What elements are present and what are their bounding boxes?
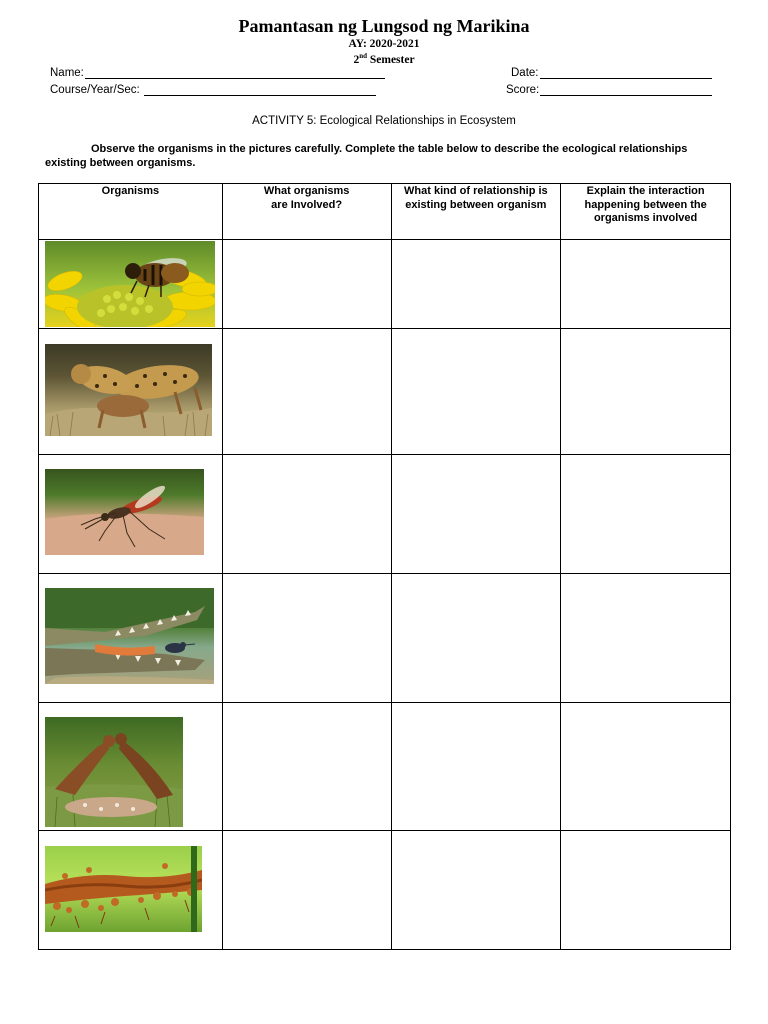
semester-suffix: nd: [359, 52, 367, 60]
course-field[interactable]: [50, 84, 376, 96]
course-line[interactable]: [144, 84, 376, 96]
crocodile-and-bird-photo: [45, 588, 214, 684]
university-title: Pamantasan ng Lungsod ng Marikina: [238, 16, 530, 36]
score-field[interactable]: [506, 84, 712, 96]
relationship-kind-cell[interactable]: [391, 703, 561, 831]
mosquito-art: [45, 469, 204, 555]
relationship-kind-cell[interactable]: [391, 455, 561, 574]
interaction-cell[interactable]: [561, 574, 731, 703]
organisms-involved-cell[interactable]: [222, 455, 391, 574]
table-row: [39, 455, 731, 574]
organism-picture-cell: [39, 329, 223, 455]
name-field[interactable]: [50, 67, 385, 79]
interaction-cell[interactable]: [561, 455, 731, 574]
score-line[interactable]: [540, 84, 712, 96]
date-line[interactable]: [540, 67, 712, 79]
ant-bridge-photo: [45, 846, 202, 932]
organism-picture-cell: [39, 240, 223, 329]
score-label: Score:: [506, 84, 540, 96]
crocodile-art: [45, 588, 214, 684]
cheetah-hunting-deer-photo: [45, 344, 212, 436]
bee-flower-art: [45, 241, 215, 327]
organisms-involved-cell[interactable]: [222, 240, 391, 329]
mongoose-art: [45, 717, 183, 827]
semester-word: Semester: [369, 53, 415, 66]
organisms-involved-cell[interactable]: [222, 831, 391, 950]
table-row: [39, 574, 731, 703]
ant-bridge-art: [45, 846, 202, 932]
cheetah-art: [45, 344, 212, 436]
mosquito-on-skin-photo: [45, 469, 204, 555]
interaction-cell[interactable]: [561, 329, 731, 455]
organisms-involved-cell[interactable]: [222, 703, 391, 831]
activity-title: ACTIVITY 5: Ecological Relationships in Ecosystem: [252, 115, 516, 127]
interaction-cell[interactable]: [561, 240, 731, 329]
interaction-cell[interactable]: [561, 831, 731, 950]
header-organisms: Organisms: [39, 184, 223, 240]
name-label: Name:: [50, 67, 84, 79]
relationship-kind-cell[interactable]: [391, 240, 561, 329]
semester-number: 2: [353, 53, 360, 66]
organism-picture-cell: [39, 455, 223, 574]
date-label: Date:: [511, 67, 539, 79]
date-field[interactable]: [511, 67, 712, 79]
name-line[interactable]: [85, 67, 385, 79]
worksheet-table: [38, 183, 731, 950]
organism-picture-cell: [39, 574, 223, 703]
organisms-involved-cell[interactable]: [222, 574, 391, 703]
header-interaction: Explain the interaction happening between the organisms involved: [561, 184, 731, 240]
table-row: [39, 831, 731, 950]
organisms-involved-cell[interactable]: [222, 329, 391, 455]
table-row: [39, 329, 731, 455]
organism-picture-cell: [39, 831, 223, 950]
table-row: [39, 240, 731, 329]
relationship-kind-cell[interactable]: [391, 574, 561, 703]
semester: [0, 52, 768, 66]
header-organisms-involved: What organisms are Involved?: [222, 184, 391, 240]
relationship-kind-cell[interactable]: [391, 329, 561, 455]
organism-picture-cell: [39, 703, 223, 831]
interaction-cell[interactable]: [561, 703, 731, 831]
table-row: [39, 703, 731, 831]
course-label: Course/Year/Sec:: [50, 84, 140, 96]
instructions: Observe the organisms in the pictures carefully. Complete the table below to describe the ecological relationships existing between organisms.: [45, 143, 688, 169]
bee-on-flower-photo: [45, 241, 215, 327]
relationship-kind-cell[interactable]: [391, 831, 561, 950]
mongooses-fighting-photo: [45, 717, 183, 827]
academic-year: AY: 2020-2021: [348, 38, 420, 50]
header-relationship-kind: What kind of relationship is existing between organism: [391, 184, 561, 240]
